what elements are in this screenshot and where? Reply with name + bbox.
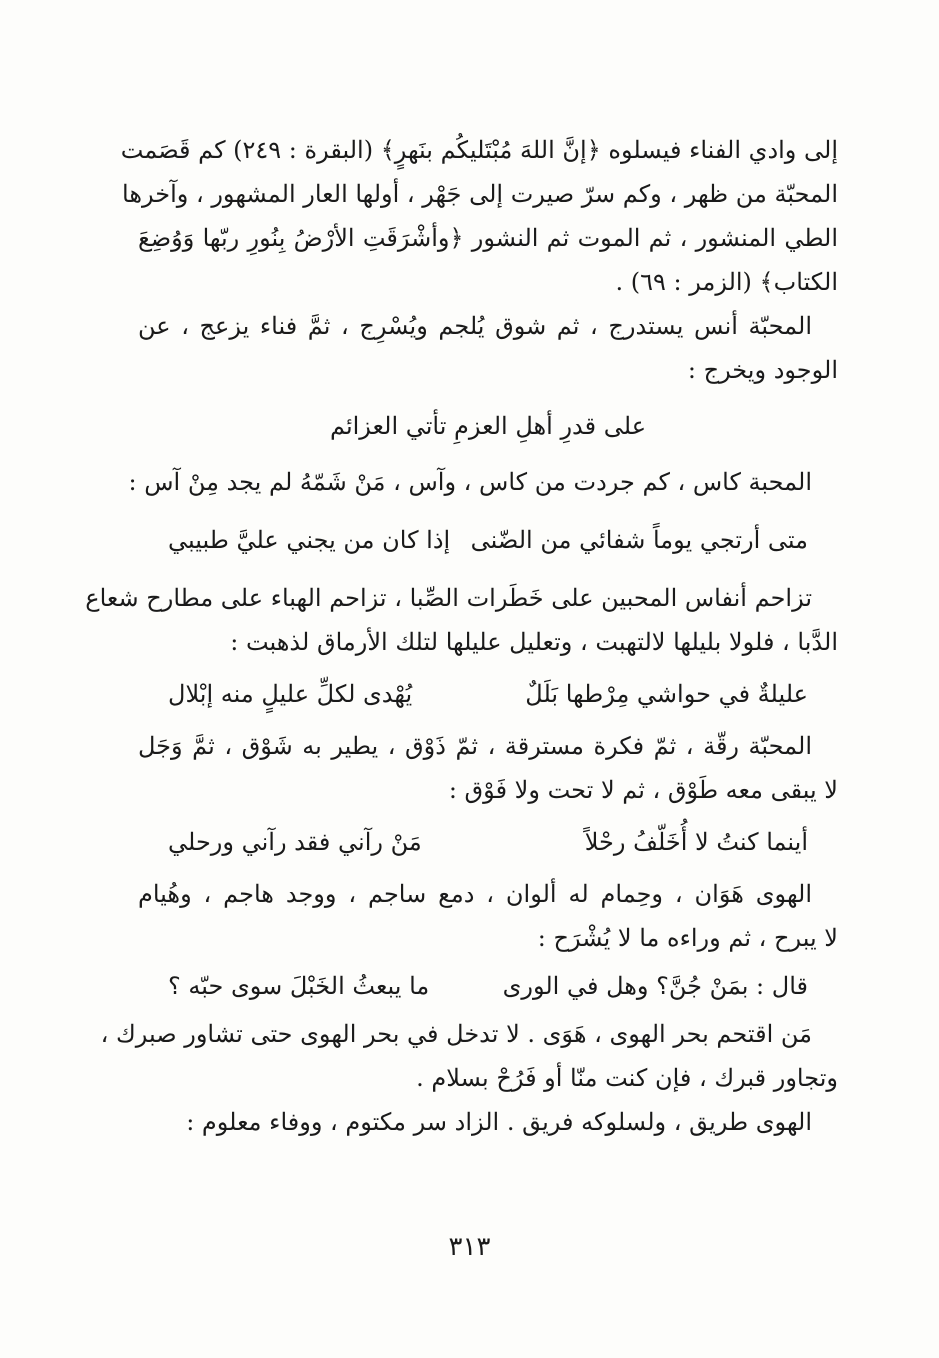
text-line: الدَّبا ، فلولا بليلها لالتهبت ، وتعليل عليلها لتلك الأرماق لذهبت :: [230, 628, 838, 656]
verse-hemistich: يُهْدى لكلِّ عليلٍ منه إبْلال: [168, 680, 413, 708]
verse-hemistich: ما يبعثُ الخَبْلَ سوى حبّه ؟: [168, 972, 430, 1000]
text-line: مَن اقتحم بحر الهوى ، هَوَى . لا تدخل في بحر الهوى حتى تشاور صبرك ،: [100, 1020, 812, 1048]
text-line: المحبّة أنس يستدرج ، ثم شوق يُلجم ويُسْرِج ، ثمَّ فناء يزعج ، عن: [138, 312, 812, 340]
text-line: الوجود ويخرج :: [687, 356, 838, 384]
verse-hemistich: قال : بمَنْ جُنَّ؟ وهل في الورى: [502, 972, 808, 1000]
text-line: تزاحم أنفاس المحبين على خَطَرات الصِّبا ، تزاحم الهباء على مطارح شعاع: [85, 584, 812, 612]
page-number: ٣١٣: [448, 1232, 491, 1262]
verse-hemistich: أينما كنتُ لا أُخَلّفُ رحْلاً: [584, 828, 808, 856]
verse-hemistich: عليلةٌ في حواشي مِرْطها بَلَلٌ: [525, 680, 808, 708]
verse-line: على قدرِ أهلِ العزمِ تأتي العزائم: [329, 412, 647, 440]
verse-hemistich: إذا كان من يجني عليَّ طبيبي: [168, 526, 451, 554]
text-line: إلى وادي الفناء فيسلوه ﴿إنَّ اللهَ مُبْتَليكُم بنَهرٍ﴾ (البقرة : ٢٤٩) كم قَصَمت: [120, 136, 838, 164]
text-line: الطي المنشور ، ثم الموت ثم النشور ﴿وأشْرَقَتِ الأرْضُ بِنُورِ ربّها وَوُضِعَ: [138, 224, 838, 252]
text-line: الكتاب﴾ (الزمر : ٦٩) .: [615, 268, 838, 296]
text-line: لا يبرح ، ثم وراءه ما لا يُشْرَح :: [537, 924, 838, 952]
text-line: المحبة كاس ، كم جردت من كاس ، وآس ، مَنْ شَمّهُ لم يجد مِنْ آس :: [128, 468, 812, 496]
text-line: الهوى هَوَان ، وحِمام له ألوان ، دمع ساجم ، ووجد هاجم ، وهُيام: [138, 880, 812, 908]
text-line: وتجاور قبرك ، فإن كنت منّا أو فَرُحْ بسلام .: [416, 1064, 838, 1092]
text-line: المحبّة من ظهر ، وكم سرّ صيرت إلى جَهْر ، أولها العار المشهور ، وآخرها: [122, 180, 838, 208]
verse-couplet: [138, 672, 838, 716]
verse-couplet: [138, 518, 838, 562]
text-line: لا يبقى معه طَوْق ، ثم لا تحت ولا فَوْق :: [448, 776, 838, 804]
verse-couplet: [138, 820, 838, 864]
text-line: الهوى طريق ، ولسلوكه فريق . الزاد سر مكتوم ، ووفاء معلوم :: [186, 1108, 812, 1136]
verse-couplet: [138, 964, 838, 1008]
verse-hemistich: مَنْ رآني فقد رآني ورحلي: [168, 828, 422, 856]
text-line: المحبّة رقّة ، ثمّ فكرة مسترقة ، ثمّ ذَوْق ، يطير به شَوْق ، ثمَّ وَجَل: [138, 732, 813, 760]
verse-hemistich: متى أرتجي يوماً شفائي من الضّنى: [470, 526, 808, 554]
page-body: [85, 128, 838, 1144]
